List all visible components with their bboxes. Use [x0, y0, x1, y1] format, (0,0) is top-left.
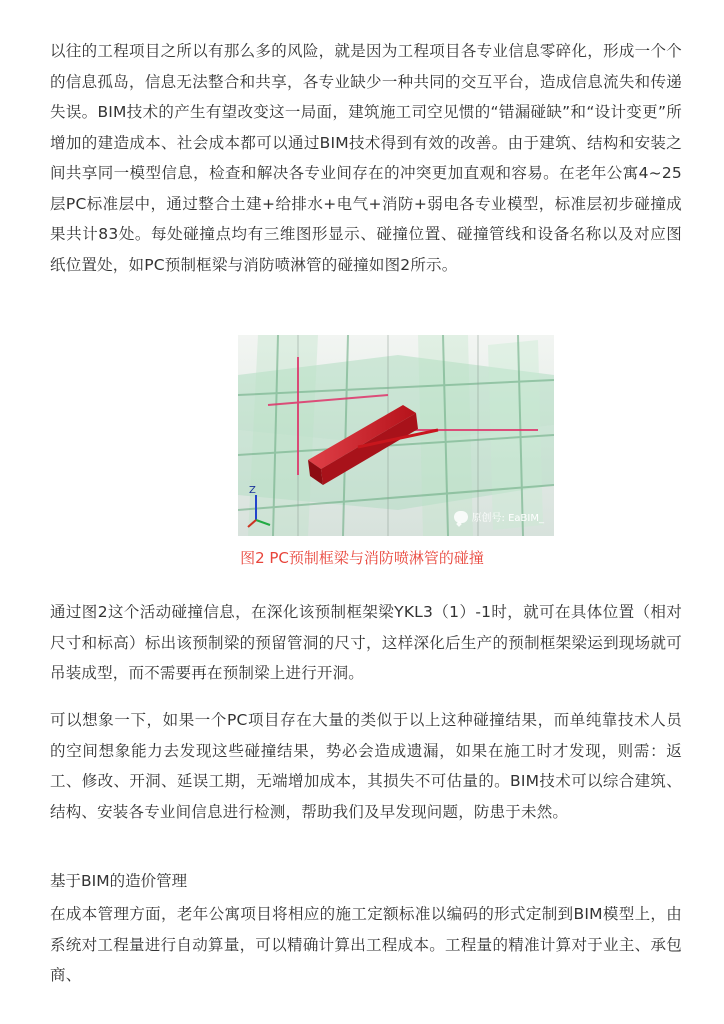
paragraph-4: 在成本管理方面，老年公寓项目将相应的施工定额标准以编码的形式定制到BIM模型上，由系统对工程量进行自动算量，可以精确计算出工程成本。工程量的精准计算对于业主、承包商、: [50, 905, 682, 984]
clash-3d-model-illustration: [238, 335, 554, 536]
paragraph-3: 可以想象一下，如果一个PC项目存在大量的类似于以上这种碰撞结果，而单纯靠技术人员的空间想象能力去发现这些碰撞结果，势必会造成遗漏，如果在施工时才发现，则需：返工、修改、开洞、延误工期，无端增加成本，其损失不可估量的。BIM技术可以综合建筑、结构、安装各专业间信息进行检测，帮助我们及早发现问题，防患于未然。: [50, 711, 682, 821]
paragraph-1: 以往的工程项目之所以有那么多的风险，就是因为工程项目各专业信息零碎化，形成一个个的信息孤岛，信息无法整合和共享，各专业缺少一种共同的交互平台，造成信息流失和传递失误。BIM技术的产生有望改变这一局面，建筑施工司空见惯的“错漏碰缺”和“设计变更”所增加的建造成本、社会成本都可以通过BIM技术得到有效的改善。由于建筑、结构和安装之间共享同一模型信息，检查和解决各专业间存在的冲突更加直观和容易。在老年公寓4~25层PC标准层中，通过整合土建+给排水+电气+消防+弱电各专业模型，标准层初步碰撞成果共计83处。每处碰撞点均有三维图形显示、碰撞位置、碰撞管线和设备名称以及对应图纸位置处，如PC预制框梁与消防喷淋管的碰撞如图2所示。: [50, 42, 682, 274]
paragraph-2: 通过图2这个活动碰撞信息，在深化该预制框架梁YKL3（1）-1时，就可在具体位置（相对尺寸和标高）标出该预制梁的预留管洞的尺寸，这样深化后生产的预制框架梁运到现场就可吊装成型，而不需要再在预制梁上进行开洞。: [50, 603, 682, 682]
wechat-icon: [454, 511, 468, 523]
figure-caption: 图2 PC预制框梁与消防喷淋管的碰撞: [240, 549, 484, 567]
watermark: [454, 509, 544, 524]
figure-2-clash-image: [238, 335, 554, 536]
axis-label-z: Z: [249, 485, 256, 496]
section-heading: 基于BIM的造价管理: [50, 872, 188, 890]
watermark-text: 原创号: EaBIM_: [471, 513, 544, 524]
